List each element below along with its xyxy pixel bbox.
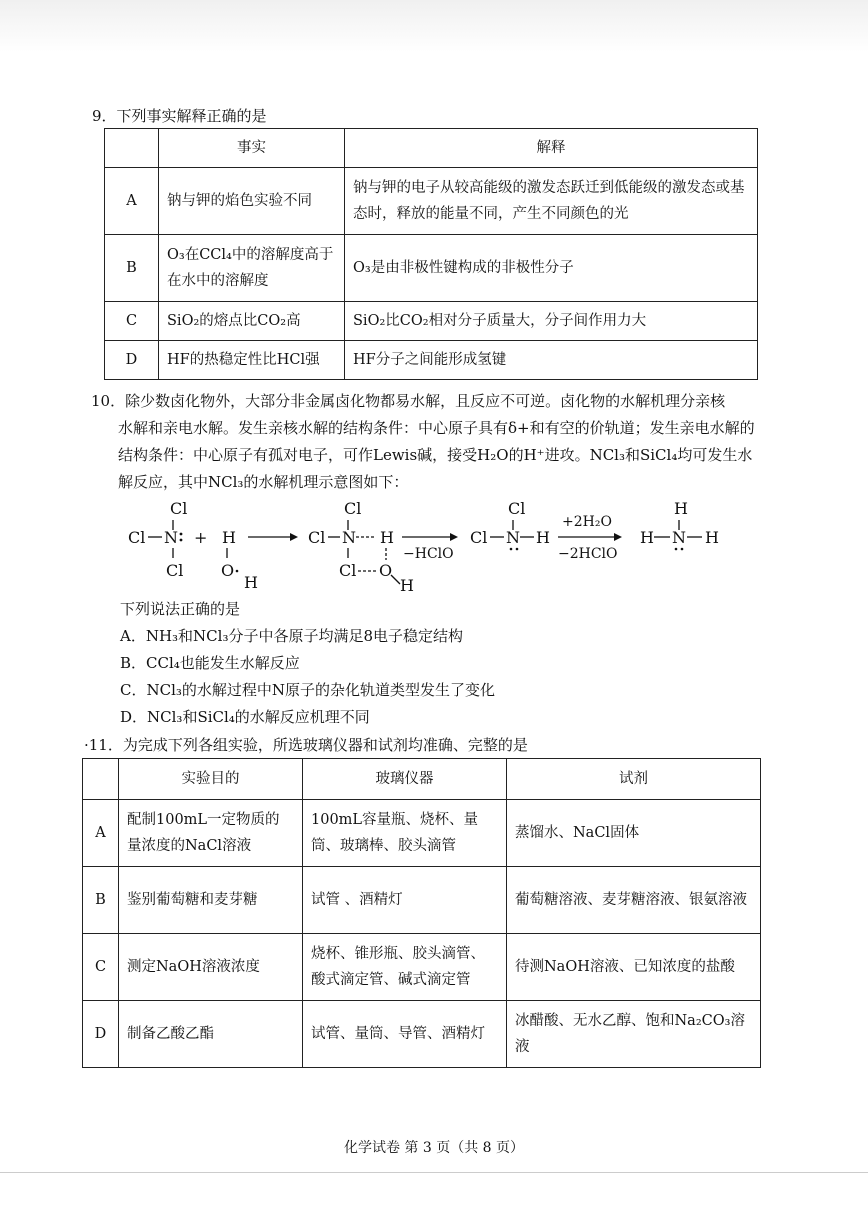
row-label: A bbox=[105, 168, 159, 235]
arrow-head bbox=[450, 533, 458, 541]
lone-pair-dot bbox=[681, 548, 684, 551]
lone-pair-dot bbox=[180, 533, 183, 536]
q9-header-explain: 解释 bbox=[345, 129, 758, 168]
fact-cell: SiO₂的熔点比CO₂高 bbox=[159, 302, 345, 341]
explain-cell: O₃是由非极性键构成的非极性分子 bbox=[345, 235, 758, 302]
fact-cell: 钠与钾的焰色实验不同 bbox=[159, 168, 345, 235]
table-row bbox=[105, 235, 758, 302]
purpose-cell: 鉴别葡萄糖和麦芽糖 bbox=[119, 867, 303, 934]
h-label: H bbox=[640, 528, 654, 547]
q11-header-reagent: 试剂 bbox=[507, 759, 761, 800]
row-label: B bbox=[105, 235, 159, 302]
table-row bbox=[83, 934, 761, 1001]
reagent-cell: 待测NaOH溶液、已知浓度的盐酸 bbox=[507, 934, 761, 1001]
q10-stem-rest: 水解和亲电水解。发生亲核水解的结构条件：中心原子具有δ+和有空的价轨道；发生亲电水解的结构条件：中心原子有孤对电子，可作Lewis碱，接受H₂O的H⁺进攻。NCl₃和SiCl₄均可发生水解反应，其中NCl₃的水解机理示意图如下： bbox=[118, 419, 755, 491]
divider bbox=[0, 1172, 868, 1173]
q11-header-blank bbox=[83, 759, 119, 800]
q10-option-c: C．NCl₃的水解过程中N原子的杂化轨道类型发生了变化 bbox=[120, 681, 496, 699]
h-label: H bbox=[222, 528, 236, 547]
reagent-cell: 冰醋酸、无水乙醇、饱和Na₂CO₃溶液 bbox=[507, 1001, 761, 1068]
cl-label: Cl bbox=[308, 528, 326, 547]
page-footer: 化学试卷 第 3 页（共 8 页） bbox=[343, 1140, 525, 1156]
lone-pair-dot bbox=[510, 548, 513, 551]
reagent-cell: 葡萄糖溶液、麦芽糖溶液、银氨溶液 bbox=[507, 867, 761, 934]
glassware-cell: 烧杯、锥形瓶、胶头滴管、酸式滴定管、碱式滴定管 bbox=[303, 934, 507, 1001]
q10-stem bbox=[91, 388, 758, 496]
row-label: C bbox=[105, 302, 159, 341]
cl-label: Cl bbox=[339, 561, 357, 580]
cl-label: Cl bbox=[166, 561, 184, 580]
row-label: B bbox=[83, 867, 119, 934]
h-label: H bbox=[244, 573, 258, 592]
scan-shadow bbox=[0, 0, 868, 52]
reagent-cell: 蒸馏水、NaCl固体 bbox=[507, 800, 761, 867]
q11-header-glassware: 玻璃仪器 bbox=[303, 759, 507, 800]
lone-pair-dot bbox=[180, 539, 183, 542]
q9-table bbox=[104, 128, 758, 380]
fact-cell: HF的热稳定性比HCl强 bbox=[159, 341, 345, 380]
cl-label: Cl bbox=[470, 528, 488, 547]
arrow-head bbox=[290, 533, 298, 541]
table-row bbox=[105, 341, 758, 380]
row-label: C bbox=[83, 934, 119, 1001]
q10-prompt: 下列说法正确的是 bbox=[120, 600, 241, 618]
h-label: H bbox=[674, 499, 688, 518]
row-label: D bbox=[83, 1001, 119, 1068]
n-label: N bbox=[672, 528, 686, 547]
purpose-cell: 制备乙酸乙酯 bbox=[119, 1001, 303, 1068]
explain-cell: HF分子之间能形成氢键 bbox=[345, 341, 758, 380]
n-label: N bbox=[342, 528, 356, 547]
h-label: H bbox=[705, 528, 719, 547]
q10-option-b: B．CCl₄也能发生水解反应 bbox=[120, 654, 300, 672]
q9-header-fact: 事实 bbox=[159, 129, 345, 168]
table-row bbox=[105, 168, 758, 235]
explain-cell: 钠与钾的电子从较高能级的激发态跃迁到低能级的激发态或基态时，释放的能量不同，产生不同颜色的光 bbox=[345, 168, 758, 235]
table-row bbox=[105, 302, 758, 341]
h-label: H bbox=[380, 528, 394, 547]
table-row bbox=[83, 1001, 761, 1068]
q11-title: ·11．为完成下列各组实验，所选玻璃仪器和试剂均准确、完整的是 bbox=[84, 736, 528, 754]
lone-pair-dot bbox=[675, 548, 678, 551]
h-label: H bbox=[536, 528, 550, 547]
dot bbox=[236, 570, 239, 573]
q9-header-row bbox=[105, 129, 758, 168]
minus-2hclo-label: −2HClO bbox=[558, 546, 618, 562]
table-row bbox=[83, 800, 761, 867]
glassware-cell: 100mL容量瓶、烧杯、量筒、玻璃棒、胶头滴管 bbox=[303, 800, 507, 867]
purpose-cell: 测定NaOH溶液浓度 bbox=[119, 934, 303, 1001]
q11-header-row bbox=[83, 759, 761, 800]
cl-label: Cl bbox=[508, 499, 526, 518]
cl-label: Cl bbox=[170, 499, 188, 518]
h-label: H bbox=[400, 576, 414, 595]
o-label: O bbox=[221, 561, 235, 580]
bond-line bbox=[391, 575, 400, 584]
plus-2h2o-label: +2H₂O bbox=[562, 514, 612, 530]
q10-option-d: D．NCl₃和SiCl₄的水解反应机理不同 bbox=[120, 708, 370, 726]
n-label: N bbox=[164, 528, 178, 547]
minus-hclo-label: −HClO bbox=[403, 546, 454, 562]
table-row bbox=[83, 867, 761, 934]
q9-header-blank bbox=[105, 129, 159, 168]
q10-stem-first-line: 10．除少数卤化物外，大部分非金属卤化物都易水解，且反应不可逆。卤化物的水解机理分亲核 bbox=[91, 392, 726, 410]
fact-cell: O₃在CCl₄中的溶解度高于在水中的溶解度 bbox=[159, 235, 345, 302]
arrow-head bbox=[614, 533, 622, 541]
o-label: O bbox=[379, 561, 393, 580]
n-label: N bbox=[506, 528, 520, 547]
glassware-cell: 试管 、酒精灯 bbox=[303, 867, 507, 934]
explain-cell: SiO₂比CO₂相对分子质量大，分子间作用力大 bbox=[345, 302, 758, 341]
q11-table bbox=[82, 758, 761, 1068]
plus-sign: + bbox=[194, 528, 208, 547]
purpose-cell: 配制100mL一定物质的量浓度的NaCl溶液 bbox=[119, 800, 303, 867]
cl-label: Cl bbox=[128, 528, 146, 547]
ncl3-hydrolysis-diagram bbox=[118, 496, 738, 596]
q11-header-purpose: 实验目的 bbox=[119, 759, 303, 800]
row-label: D bbox=[105, 341, 159, 380]
q10-option-a: A．NH₃和NCl₃分子中各原子均满足8电子稳定结构 bbox=[120, 627, 464, 645]
q9-title: 9．下列事实解释正确的是 bbox=[92, 107, 267, 125]
cl-label: Cl bbox=[344, 499, 362, 518]
row-label: A bbox=[83, 800, 119, 867]
lone-pair-dot bbox=[516, 548, 519, 551]
glassware-cell: 试管、量筒、导管、酒精灯 bbox=[303, 1001, 507, 1068]
